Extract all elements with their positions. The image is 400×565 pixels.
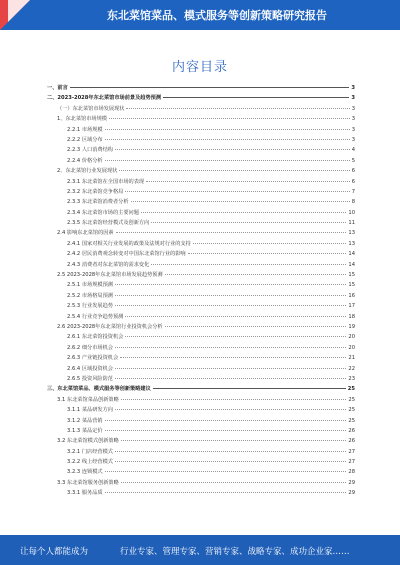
toc-entry[interactable] bbox=[47, 406, 355, 416]
toc-leader-dots bbox=[105, 492, 347, 493]
toc-entry-label: 2.3.1 东北菜馆在全国市场的表现 bbox=[67, 178, 145, 185]
toc-entry[interactable] bbox=[47, 354, 355, 364]
toc-entry[interactable] bbox=[47, 136, 355, 146]
toc-entry-page: 8 bbox=[351, 199, 355, 206]
toc-entry[interactable] bbox=[47, 333, 355, 343]
toc-entry[interactable] bbox=[47, 198, 355, 208]
table-of-contents bbox=[47, 84, 355, 500]
toc-entry-label: 2.5.2 市场格局预测 bbox=[67, 292, 113, 299]
toc-entry-page: 3 bbox=[351, 126, 355, 133]
toc-leader-dots bbox=[115, 305, 346, 306]
toc-entry-page: 25 bbox=[347, 386, 355, 393]
toc-leader-dots bbox=[125, 336, 346, 337]
toc-entry-page: 26 bbox=[348, 427, 355, 434]
toc-entry[interactable] bbox=[47, 313, 355, 323]
toc-leader-dots bbox=[105, 139, 350, 140]
header-corner-highlight bbox=[8, 0, 30, 22]
toc-leader-dots bbox=[109, 118, 350, 119]
toc-entry[interactable] bbox=[47, 178, 355, 188]
toc-entry[interactable] bbox=[47, 385, 355, 395]
toc-entry-page: 21 bbox=[348, 355, 355, 362]
toc-entry-page: 3 bbox=[351, 85, 355, 91]
toc-leader-dots bbox=[115, 295, 346, 296]
toc-entry-label: 三、东北菜馆菜品、模式服务等创新策略建议 bbox=[47, 386, 151, 393]
toc-leader-dots bbox=[125, 316, 346, 317]
toc-entry[interactable] bbox=[47, 479, 355, 489]
toc-entry-page: 14 bbox=[348, 261, 355, 268]
toc-entry[interactable] bbox=[47, 468, 355, 478]
toc-entry[interactable] bbox=[47, 448, 355, 458]
toc-entry-page: 25 bbox=[348, 417, 355, 424]
toc-entry-label: 2.3.3 东北菜馆消费者分析 bbox=[67, 199, 129, 206]
page-header bbox=[0, 0, 400, 30]
toc-entry-page: 6 bbox=[351, 168, 355, 175]
toc-entry-page: 29 bbox=[348, 490, 355, 497]
toc-leader-dots bbox=[105, 160, 350, 161]
toc-entry[interactable] bbox=[47, 84, 355, 94]
toc-entry-page: 27 bbox=[348, 459, 355, 466]
toc-entry-label: 2.3.4 东北菜馆市场的主要问题 bbox=[67, 209, 139, 216]
toc-entry[interactable] bbox=[47, 458, 355, 468]
toc-entry[interactable] bbox=[47, 271, 355, 281]
toc-entry[interactable] bbox=[47, 250, 355, 260]
report-title: 东北菜馆菜品、模式服务等创新策略研究报告 bbox=[107, 9, 327, 22]
toc-entry-page: 14 bbox=[348, 251, 355, 258]
toc-leader-dots bbox=[105, 129, 350, 130]
toc-entry-label: 2.6.1 东北菜馆投资机会 bbox=[67, 334, 124, 341]
toc-entry-label: 3.3.1 服务品质 bbox=[67, 490, 103, 497]
toc-leader-dots bbox=[115, 461, 346, 462]
toc-entry-label: 2.6.4 区域投资机会 bbox=[67, 365, 113, 372]
toc-entry-label: 2.2.2 区域分布 bbox=[67, 136, 103, 143]
toc-leader-dots bbox=[125, 191, 349, 192]
toc-entry-page: 3 bbox=[351, 105, 355, 112]
toc-entry[interactable] bbox=[47, 157, 355, 167]
toc-entry-page: 26 bbox=[348, 438, 355, 445]
toc-entry-label: 3.2 东北菜馆模式创新策略 bbox=[57, 438, 119, 445]
toc-leader-dots bbox=[146, 181, 350, 182]
toc-leader-dots bbox=[131, 201, 350, 202]
page-footer bbox=[0, 535, 400, 565]
toc-entry[interactable] bbox=[47, 115, 355, 125]
toc-entry[interactable] bbox=[47, 105, 355, 115]
toc-entry[interactable] bbox=[47, 240, 355, 250]
toc-entry-label: 2.6.3 产业链投资机会 bbox=[67, 355, 119, 362]
toc-entry-page: 16 bbox=[348, 292, 355, 299]
toc-entry-label: 3.1.3 菜品定价 bbox=[67, 427, 103, 434]
toc-entry[interactable] bbox=[47, 344, 355, 354]
toc-entry-label: 2.4.3 消费者对东北菜馆的需求变化 bbox=[67, 261, 150, 268]
toc-leader-dots bbox=[115, 149, 350, 150]
toc-leader-dots bbox=[121, 482, 347, 483]
toc-entry[interactable] bbox=[47, 375, 355, 385]
toc-entry-label: 3.1.1 菜品研发方向 bbox=[67, 407, 113, 414]
toc-entry-label: 3.2.2 线上经营模式 bbox=[67, 459, 113, 466]
toc-entry-page: 27 bbox=[348, 448, 355, 455]
toc-entry-label: 2.4 影响东北菜馆的因素 bbox=[57, 230, 114, 237]
toc-entry[interactable] bbox=[47, 281, 355, 291]
toc-entry-page: 28 bbox=[348, 469, 355, 476]
toc-entry-label: 2.4.2 居民消费观念转变对中国东北菜馆行业的影响 bbox=[67, 251, 186, 258]
toc-entry-label: 2.6.5 投资风险防范 bbox=[67, 375, 113, 382]
footer-slogan: 让每个人都能成为 bbox=[20, 547, 89, 557]
toc-entry[interactable] bbox=[47, 146, 355, 156]
toc-heading: 内容目录 bbox=[171, 60, 228, 75]
toc-entry-page: 11 bbox=[348, 220, 355, 227]
toc-entry-page: 20 bbox=[348, 334, 355, 341]
toc-entry[interactable] bbox=[47, 302, 355, 312]
toc-entry-label: 2.6 2023-2028年东北菜馆行业投资机会分析 bbox=[57, 323, 163, 330]
toc-leader-dots bbox=[120, 357, 346, 358]
toc-entry[interactable] bbox=[47, 396, 355, 406]
toc-entry[interactable] bbox=[47, 126, 355, 136]
toc-entry-page: 23 bbox=[348, 375, 355, 382]
toc-entry-page: 7 bbox=[351, 188, 355, 195]
toc-leader-dots bbox=[126, 108, 349, 109]
toc-entry[interactable] bbox=[47, 261, 355, 271]
toc-entry-label: 2.6.2 细分市场机会 bbox=[67, 344, 113, 351]
toc-leader-dots bbox=[121, 440, 347, 441]
toc-leader-dots bbox=[105, 471, 347, 472]
toc-leader-dots bbox=[115, 378, 346, 379]
toc-entry-label: 2.3.5 东北菜馆经营模式及创新方向 bbox=[67, 220, 150, 227]
toc-entry-label: 2.5.1 市场规模预测 bbox=[67, 282, 113, 289]
toc-entry-page: 3 bbox=[351, 116, 355, 123]
toc-leader-dots bbox=[151, 264, 346, 265]
toc-entry[interactable] bbox=[47, 167, 355, 177]
toc-entry-page: 3 bbox=[351, 95, 355, 102]
toc-leader-dots bbox=[188, 253, 347, 254]
toc-leader-dots bbox=[165, 326, 347, 327]
toc-entry-label: 3.1.2 菜品营销 bbox=[67, 417, 103, 424]
toc-entry[interactable] bbox=[47, 219, 355, 229]
toc-entry-label: 3.2.3 连锁模式 bbox=[67, 469, 103, 476]
toc-entry-label: 1、东北菜馆市场规模 bbox=[57, 116, 107, 123]
toc-leader-dots bbox=[141, 212, 346, 213]
toc-leader-dots bbox=[116, 232, 347, 233]
toc-entry-label: 2.5 2023-2028年东北菜馆市场发展趋势预测 bbox=[57, 272, 163, 279]
toc-entry-label: 3.1 东北菜馆菜品创新策略 bbox=[57, 396, 119, 403]
toc-entry-label: 2.5.4 行业竞争趋势预测 bbox=[67, 313, 124, 320]
toc-entry-label: 2.2.4 价格分析 bbox=[67, 157, 103, 164]
toc-entry-label: （一）东北菜馆市场发展现状 bbox=[57, 105, 125, 112]
toc-entry[interactable] bbox=[47, 94, 355, 104]
toc-entry-page: 25 bbox=[348, 396, 355, 403]
toc-leader-dots bbox=[193, 243, 347, 244]
toc-entry-label: 2.5.3 行业发展趋势 bbox=[67, 303, 113, 310]
toc-entry[interactable] bbox=[47, 209, 355, 219]
toc-leader-dots bbox=[70, 87, 350, 88]
toc-leader-dots bbox=[151, 222, 346, 223]
toc-leader-dots bbox=[119, 170, 349, 171]
toc-leader-dots bbox=[105, 420, 347, 421]
toc-entry[interactable] bbox=[47, 489, 355, 499]
toc-entry-page: 13 bbox=[348, 240, 355, 247]
toc-entry-label: 2.2.1 市场规模 bbox=[67, 126, 103, 133]
toc-leader-dots bbox=[121, 399, 347, 400]
toc-entry-page: 15 bbox=[348, 272, 355, 279]
toc-entry-page: 6 bbox=[351, 178, 355, 185]
toc-entry-page: 5 bbox=[351, 157, 355, 164]
toc-leader-dots bbox=[163, 97, 349, 98]
toc-entry[interactable] bbox=[47, 188, 355, 198]
toc-entry-label: 2、东北菜馆行业发展现状 bbox=[57, 168, 118, 175]
toc-entry-page: 17 bbox=[348, 303, 355, 310]
toc-leader-dots bbox=[153, 388, 346, 389]
toc-leader-dots bbox=[115, 284, 346, 285]
toc-entry-label: 2.4.1 国家对相关行业发展的政策及法规对行业的支持 bbox=[67, 240, 191, 247]
toc-entry-page: 25 bbox=[348, 407, 355, 414]
toc-leader-dots bbox=[115, 347, 346, 348]
toc-entry[interactable] bbox=[47, 365, 355, 375]
toc-entry-page: 13 bbox=[348, 230, 355, 237]
toc-leader-dots bbox=[115, 451, 346, 452]
toc-leader-dots bbox=[105, 430, 347, 431]
toc-entry-page: 18 bbox=[348, 313, 355, 320]
footer-expert-list: 行业专家、管理专家、营销专家、战略专家、成功企业家…… bbox=[120, 547, 350, 557]
toc-entry-label: 2.2.3 人口消费结构 bbox=[67, 147, 113, 154]
toc-entry[interactable] bbox=[47, 437, 355, 447]
toc-entry-page: 29 bbox=[348, 479, 355, 486]
toc-leader-dots bbox=[115, 368, 346, 369]
toc-entry-label: 一、前言 bbox=[47, 85, 68, 91]
toc-entry-page: 10 bbox=[348, 209, 355, 216]
toc-entry[interactable] bbox=[47, 417, 355, 427]
toc-entry[interactable] bbox=[47, 323, 355, 333]
toc-entry-page: 22 bbox=[348, 365, 355, 372]
toc-entry-label: 3.3 东北菜馆服务创新策略 bbox=[57, 479, 119, 486]
toc-entry[interactable] bbox=[47, 427, 355, 437]
toc-leader-dots bbox=[115, 409, 346, 410]
toc-entry[interactable] bbox=[47, 229, 355, 239]
toc-entry-page: 4 bbox=[351, 147, 355, 154]
toc-entry-page: 15 bbox=[348, 282, 355, 289]
toc-entry[interactable] bbox=[47, 292, 355, 302]
toc-entry-page: 3 bbox=[351, 136, 355, 143]
toc-leader-dots bbox=[165, 274, 347, 275]
toc-entry-page: 19 bbox=[348, 323, 355, 330]
toc-entry-page: 20 bbox=[348, 344, 355, 351]
toc-entry-label: 2.3.2 东北菜馆竞争格局 bbox=[67, 188, 124, 195]
toc-entry-label: 3.2.1 门店经营模式 bbox=[67, 448, 113, 455]
toc-entry-label: 二、2023-2028年东北菜馆市场前景及趋势预测 bbox=[47, 95, 162, 102]
